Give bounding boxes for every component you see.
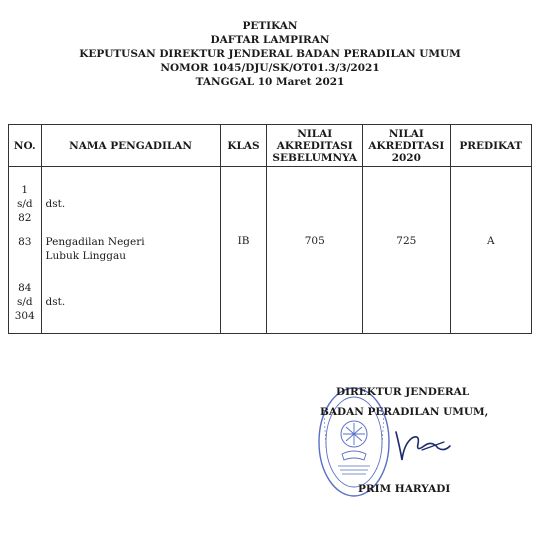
col-predikat: PREDIKAT	[450, 125, 531, 167]
row-nama: dst.	[41, 167, 220, 226]
table-row	[9, 167, 532, 226]
row-no: 84 s/d 304	[9, 271, 42, 333]
table-row	[9, 225, 532, 271]
row-klas: IB	[220, 225, 267, 271]
signature-title-2: BADAN PERADILAN UMUM,	[320, 406, 489, 418]
col-nama-pengadilan: NAMA PENGADILAN	[41, 125, 220, 167]
header-daftar-lampiran: DAFTAR LAMPIRAN	[210, 34, 330, 46]
handwritten-signature-icon	[392, 424, 452, 464]
row-no: 83	[9, 225, 42, 271]
col-klas: KLAS	[220, 125, 267, 167]
col-nilai-sebelumnya: NILAI AKREDITASI SEBELUMNYA	[267, 125, 363, 167]
header-keputusan: KEPUTUSAN DIREKTUR JENDERAL BADAN PERADILAN UMUM	[79, 48, 461, 60]
header-petikan: PETIKAN	[242, 20, 298, 32]
row-predikat: A	[450, 225, 531, 271]
header-nomor: NOMOR 1045/DJU/SK/OT01.3/3/2021	[160, 62, 380, 74]
table-row	[9, 271, 532, 333]
row-nama: dst.	[41, 271, 220, 333]
header-tanggal: TANGGAL 10 Maret 2021	[195, 76, 345, 88]
table-header-row	[9, 125, 532, 167]
col-no: NO.	[9, 125, 42, 167]
lampiran-table	[8, 124, 532, 334]
document-header	[0, 19, 540, 89]
signature-title-1: DIREKTUR JENDERAL	[336, 386, 470, 398]
signatory-name: PRIM HARYADI	[358, 483, 451, 495]
row-nilai-2020: 725	[363, 225, 451, 271]
row-nilai-sebelumnya: 705	[267, 225, 363, 271]
col-nilai-2020: NILAI AKREDITASI 2020	[363, 125, 451, 167]
row-no: 1 s/d 82	[9, 167, 42, 226]
row-nama: Pengadilan Negeri Lubuk Linggau	[41, 225, 220, 271]
